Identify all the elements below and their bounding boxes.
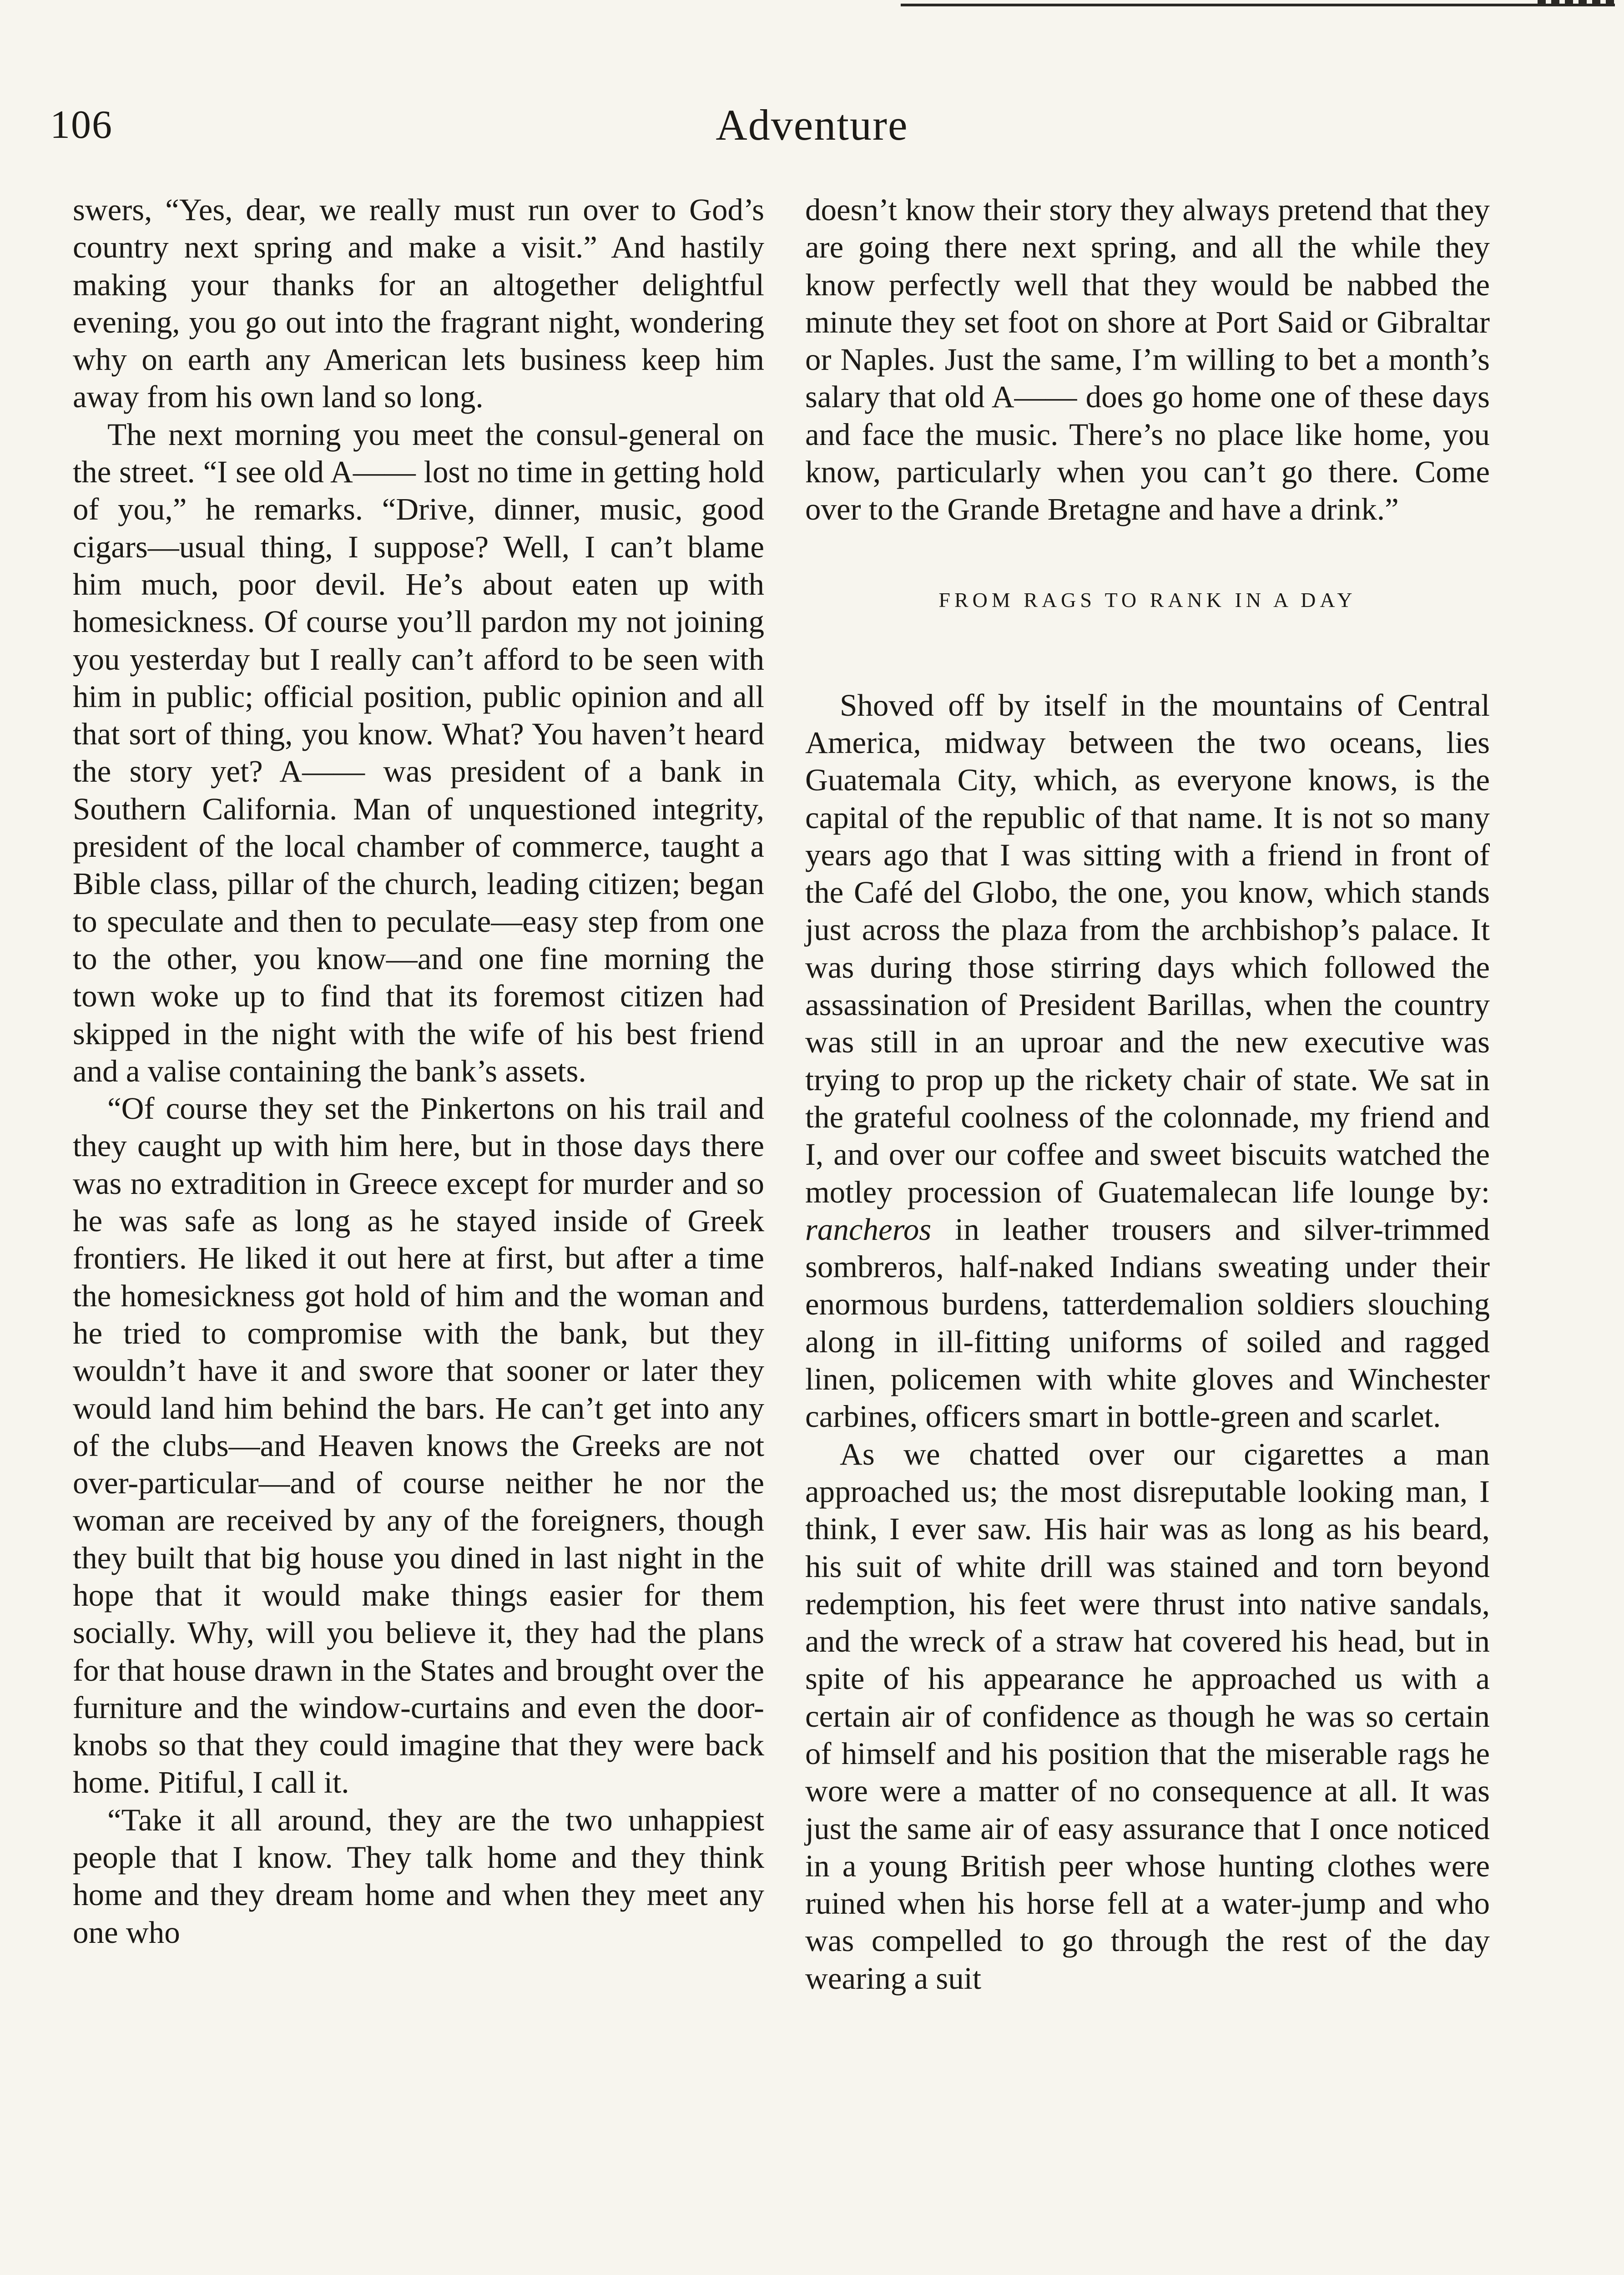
paragraph: doesn’t know their story they always pretend that they are going there next spring, and all the while they know perfectly well that they would be nabbed the minute they set foot on shore at Port Said or Gibraltar or Naples. Just the same, I’m willing to bet a month’s salary that old A—— does go home one of these days and face the music. There’s no place like home, you know, particularly when you can’t go there. Come over to the Grande Bretagne and have a drink.”: [805, 192, 1490, 527]
paragraph: swers, “Yes, dear, we really must run over to God’s country next spring and make a visit.” And hastily making your thanks for an altogether delightful evening, you go out into the fragrant night, wondering why on earth any American lets business keep him away from his own land so long.: [73, 192, 764, 415]
paragraph: “Take it all around, they are the two unhappiest people that I know. They talk home and they think home and they dream home and when they meet any one who: [73, 1802, 764, 1950]
paragraph: [805, 687, 1490, 1436]
top-rule-dots: [1538, 0, 1615, 6]
paragraph-text: Shoved off by itself in the mountains of Central America, midway between the two oceans, lies Guatemala City, which, as everyone knows, is the capital of the republic of that name. It is not so many years ago that I was sitting with a friend in front of the Café del Globo, the one, you know, which stands just across the plaza from the archbishop’s palace. It was during those stirring days which followed the assassination of President Barillas, when the country was still in an uproar and the new executive was trying to prop up the rickety chair of state. We sat in the grateful coolness of the colonnade, my friend and I, and over our coffee and sweet biscuits watched the motley procession of Guatemalecan life lounge by:: [805, 688, 1490, 1209]
paragraph: “Of course they set the Pinkertons on his trail and they caught up with him here, but in those days there was no extradition in Greece except for murder and so he was safe as long as he stayed inside of Greek frontiers. He liked it out here at first, but after a time the homesickness got hold of him and the woman and he tried to compromise with the bank, but they wouldn’t have it and swore that sooner or later they would land him behind the bars. He can’t get into any of the clubs—and Heaven knows the Greeks are not over-particular—and of course neither he nor the woman are received by any of the foreigners, though they built that big house you dined in last night in the hope that it would make things easier for them socially. Why, will you believe it, they had the plans for that house drawn in the States and brought over the furniture and the window-curtains and even the door-knobs so that they could imagine that they were back home. Pitiful, I call it.: [73, 1091, 764, 1800]
section-heading: FROM RAGS TO RANK IN A DAY: [938, 588, 1357, 612]
running-title: Adventure: [716, 101, 908, 149]
top-rule: [901, 4, 1615, 6]
left-column: [73, 191, 764, 2275]
paragraph-text: in leather trousers and silver-trimmed sombreros, half-naked Indians sweating under their enormous burdens, tatterdemalion soldiers slouching along in ill-fitting uniforms of soiled and ragged linen, policemen with white gloves and Winchester carbines, officers smart in bottle-green and scarlet.: [805, 1212, 1490, 1434]
paragraph: The next morning you meet the consul-general on the street. “I see old A—— lost no time in getting hold of you,” he remarks. “Drive, dinner, music, good cigars—usual thing, I suppose? Well, I can’t blame him much, poor devil. He’s about eaten up with homesickness. Of course you’ll pardon my not joining you yesterday but I really can’t afford to be seen with him in public; official position, public opinion and all that sort of thing, you know. What? You haven’t heard the story yet? A—— was president of a bank in Southern California. Man of unquestioned integrity, president of the local chamber of commerce, taught a Bible class, pillar of the church, leading citizen; began to speculate and then to peculate—easy step from one to the other, you know—and one fine morning the town woke up to find that its foremost citizen had skipped in the night with the wife of his best friend and a valise containing the bank’s assets.: [73, 417, 764, 1088]
right-column: [805, 191, 1490, 2275]
italic-term: rancheros: [805, 1212, 932, 1247]
page-number: 106: [50, 103, 113, 147]
paragraph: As we chatted over our cigarettes a man approached us; the most disreputable looking man, I think, I ever saw. His hair was as long as his beard, his suit of white drill was stained and torn beyond redemption, his feet were thrust into native sandals, and the wreck of a straw hat covered his head, but in spite of his appearance he approached us with a certain air of confidence as though he was so certain of himself and his position that the miserable rags he wore were a matter of no consequence at all. It was just the same air of easy assurance that I once noticed in a young British peer whose hunting clothes were ruined when his horse fell at a water-jump and who was compelled to go through the rest of the day wearing a suit: [805, 1436, 1490, 1996]
page-header: [0, 96, 1624, 155]
